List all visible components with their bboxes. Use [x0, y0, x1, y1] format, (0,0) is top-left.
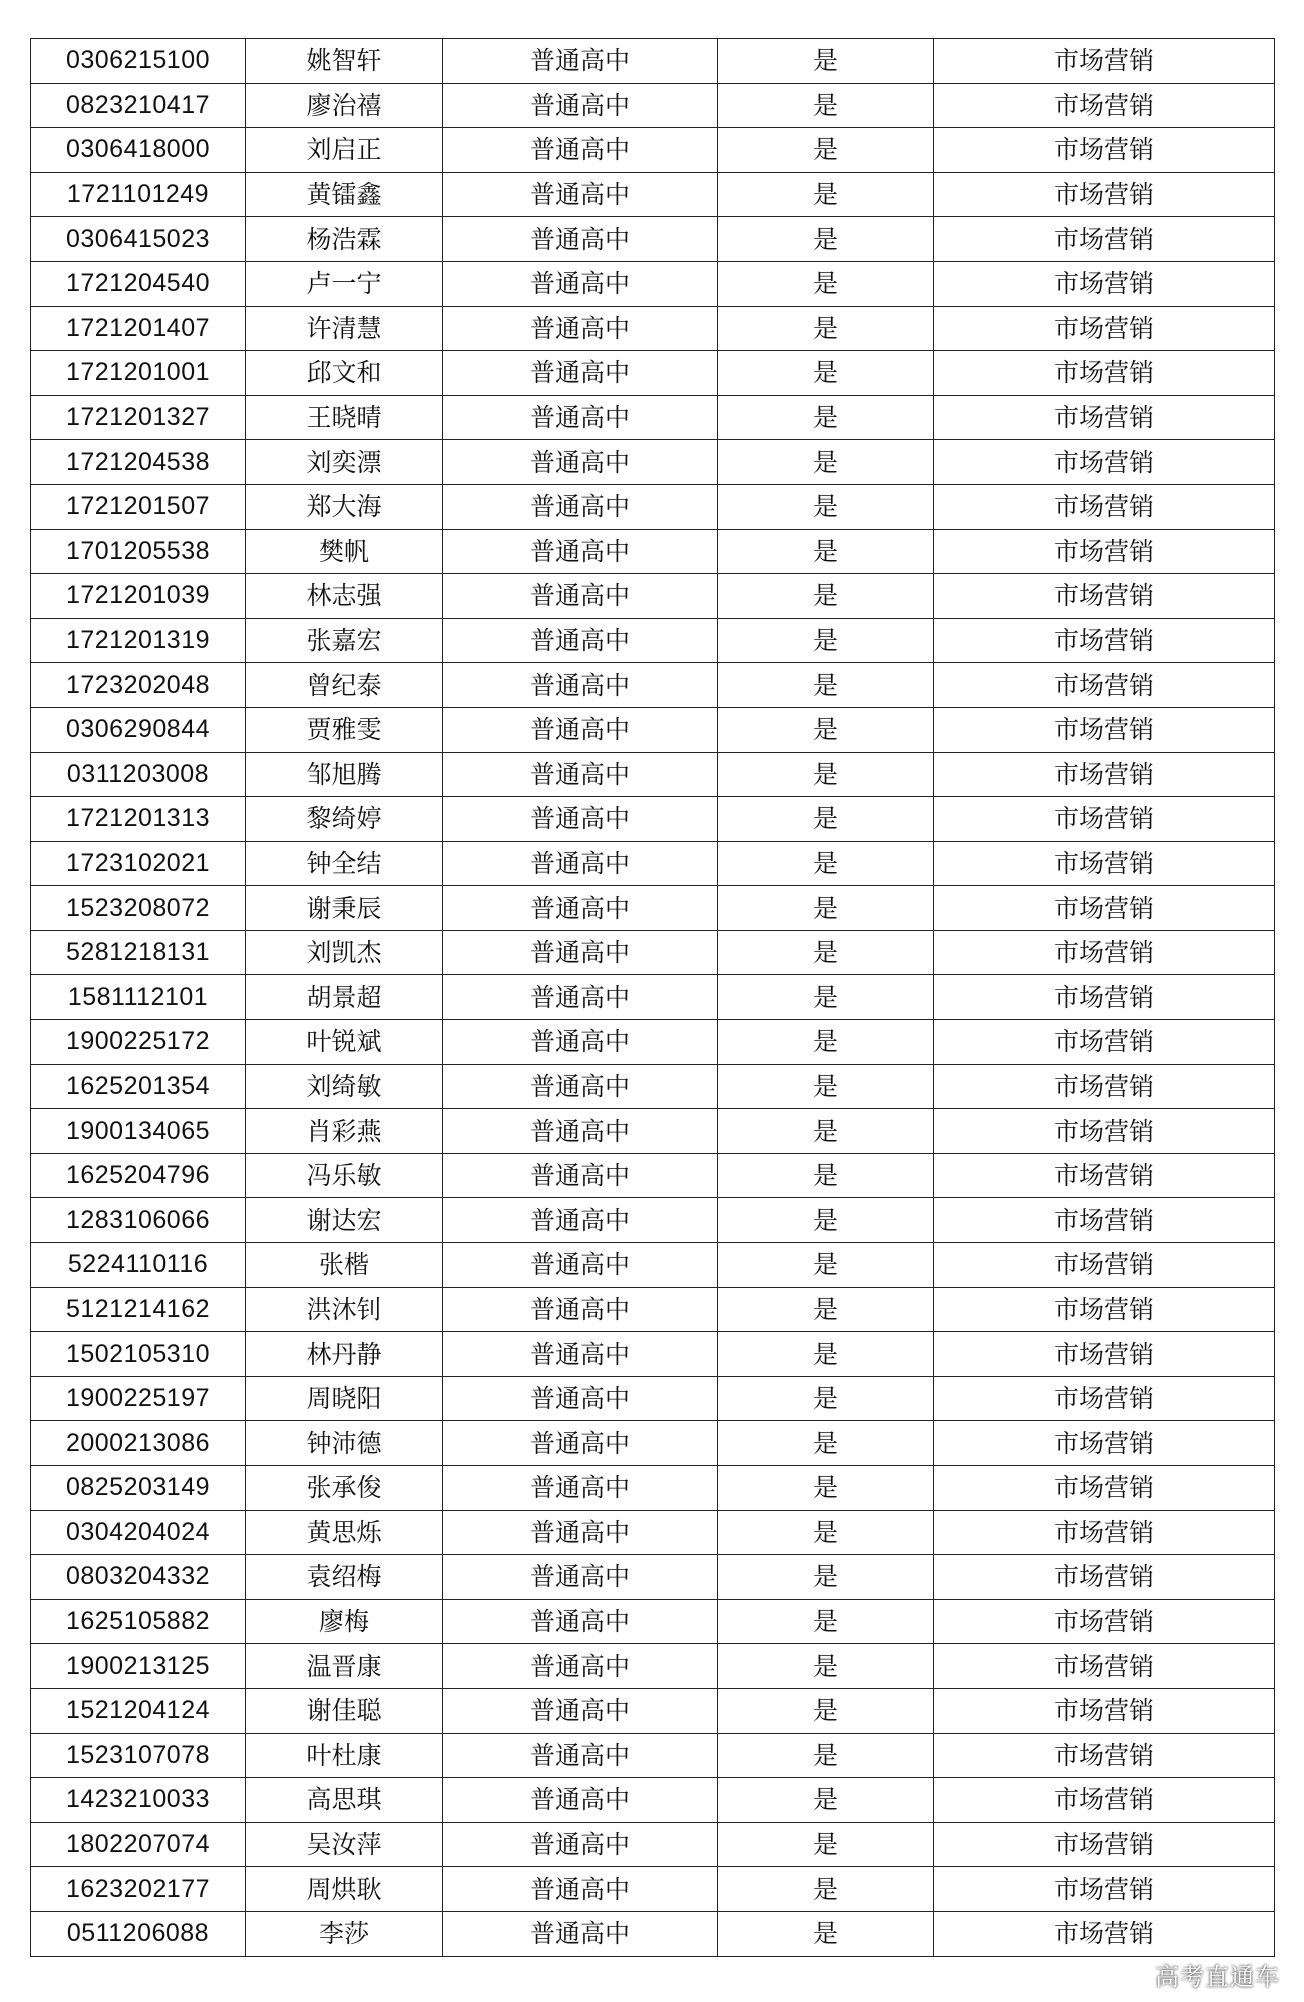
table-row [31, 1332, 1275, 1377]
student-name-cell: 廖梅 [246, 1599, 443, 1644]
eligibility-cell: 是 [718, 39, 934, 84]
school-type-cell: 普通高中 [443, 1198, 718, 1243]
eligibility-cell: 是 [718, 1153, 934, 1198]
major-cell: 市场营销 [934, 1778, 1275, 1823]
eligibility-cell: 是 [718, 1822, 934, 1867]
student-name-cell: 张楷 [246, 1243, 443, 1288]
school-type-cell: 普通高中 [443, 1688, 718, 1733]
major-cell: 市场营销 [934, 1644, 1275, 1689]
student-name-cell: 曾纪泰 [246, 663, 443, 708]
major-cell: 市场营销 [934, 1421, 1275, 1466]
table-row [31, 1466, 1275, 1511]
eligibility-cell: 是 [718, 529, 934, 574]
school-type-cell: 普通高中 [443, 1599, 718, 1644]
student-name-cell: 许清慧 [246, 306, 443, 351]
student-id-cell: 0304204024 [31, 1510, 246, 1555]
student-name-cell: 温晋康 [246, 1644, 443, 1689]
table-row [31, 707, 1275, 752]
school-type-cell: 普通高中 [443, 752, 718, 797]
school-type-cell: 普通高中 [443, 351, 718, 396]
school-type-cell: 普通高中 [443, 707, 718, 752]
eligibility-cell: 是 [718, 841, 934, 886]
eligibility-cell: 是 [718, 395, 934, 440]
school-type-cell: 普通高中 [443, 1243, 718, 1288]
student-id-cell: 1721201039 [31, 574, 246, 619]
major-cell: 市场营销 [934, 1510, 1275, 1555]
student-name-cell: 刘凯杰 [246, 930, 443, 975]
student-name-cell: 杨浩霖 [246, 217, 443, 262]
eligibility-cell: 是 [718, 1020, 934, 1065]
table-row [31, 1064, 1275, 1109]
major-cell: 市场营销 [934, 440, 1275, 485]
eligibility-cell: 是 [718, 1243, 934, 1288]
school-type-cell: 普通高中 [443, 1287, 718, 1332]
student-id-cell: 1721201001 [31, 351, 246, 396]
student-id-cell: 1721101249 [31, 172, 246, 217]
student-name-cell: 姚智轩 [246, 39, 443, 84]
school-type-cell: 普通高中 [443, 83, 718, 128]
roster-body [31, 39, 1275, 1957]
eligibility-cell: 是 [718, 1867, 934, 1912]
eligibility-cell: 是 [718, 574, 934, 619]
school-type-cell: 普通高中 [443, 1376, 718, 1421]
watermark-text: 高考直通车 [1155, 1963, 1280, 1991]
student-id-cell: 1625201354 [31, 1064, 246, 1109]
major-cell: 市场营销 [934, 1332, 1275, 1377]
school-type-cell: 普通高中 [443, 128, 718, 173]
major-cell: 市场营销 [934, 351, 1275, 396]
student-name-cell: 谢达宏 [246, 1198, 443, 1243]
major-cell: 市场营销 [934, 1733, 1275, 1778]
student-id-cell: 1900225197 [31, 1376, 246, 1421]
student-id-cell: 1523107078 [31, 1733, 246, 1778]
table-row [31, 484, 1275, 529]
major-cell: 市场营销 [934, 1109, 1275, 1154]
table-row [31, 529, 1275, 574]
student-id-cell: 5121214162 [31, 1287, 246, 1332]
student-id-cell: 5224110116 [31, 1243, 246, 1288]
student-id-cell: 1521204124 [31, 1688, 246, 1733]
eligibility-cell: 是 [718, 886, 934, 931]
table-row [31, 440, 1275, 485]
school-type-cell: 普通高中 [443, 440, 718, 485]
table-row [31, 1153, 1275, 1198]
student-name-cell: 肖彩燕 [246, 1109, 443, 1154]
student-name-cell: 卢一宁 [246, 261, 443, 306]
student-id-cell: 1723102021 [31, 841, 246, 886]
eligibility-cell: 是 [718, 484, 934, 529]
eligibility-cell: 是 [718, 217, 934, 262]
eligibility-cell: 是 [718, 1287, 934, 1332]
student-name-cell: 刘绮敏 [246, 1064, 443, 1109]
student-id-cell: 1523208072 [31, 886, 246, 931]
student-id-cell: 1721201507 [31, 484, 246, 529]
student-id-cell: 0803204332 [31, 1555, 246, 1600]
student-name-cell: 高思琪 [246, 1778, 443, 1823]
eligibility-cell: 是 [718, 1733, 934, 1778]
table-row [31, 1109, 1275, 1154]
table-row [31, 1555, 1275, 1600]
major-cell: 市场营销 [934, 975, 1275, 1020]
student-name-cell: 刘启正 [246, 128, 443, 173]
student-id-cell: 0306418000 [31, 128, 246, 173]
student-id-cell: 1721201407 [31, 306, 246, 351]
school-type-cell: 普通高中 [443, 975, 718, 1020]
school-type-cell: 普通高中 [443, 306, 718, 351]
student-name-cell: 钟全结 [246, 841, 443, 886]
student-name-cell: 吴汝萍 [246, 1822, 443, 1867]
school-type-cell: 普通高中 [443, 841, 718, 886]
student-id-cell: 0511206088 [31, 1911, 246, 1956]
major-cell: 市场营销 [934, 306, 1275, 351]
school-type-cell: 普通高中 [443, 618, 718, 663]
eligibility-cell: 是 [718, 1064, 934, 1109]
student-name-cell: 谢秉辰 [246, 886, 443, 931]
major-cell: 市场营销 [934, 1466, 1275, 1511]
school-type-cell: 普通高中 [443, 1867, 718, 1912]
eligibility-cell: 是 [718, 1778, 934, 1823]
school-type-cell: 普通高中 [443, 261, 718, 306]
student-id-cell: 0306290844 [31, 707, 246, 752]
eligibility-cell: 是 [718, 618, 934, 663]
major-cell: 市场营销 [934, 1153, 1275, 1198]
school-type-cell: 普通高中 [443, 1332, 718, 1377]
student-name-cell: 张承俊 [246, 1466, 443, 1511]
eligibility-cell: 是 [718, 752, 934, 797]
table-row [31, 752, 1275, 797]
table-row [31, 1599, 1275, 1644]
table-row [31, 1020, 1275, 1065]
student-name-cell: 黎绮婷 [246, 797, 443, 842]
student-name-cell: 胡景超 [246, 975, 443, 1020]
eligibility-cell: 是 [718, 1198, 934, 1243]
major-cell: 市场营销 [934, 172, 1275, 217]
student-name-cell: 李莎 [246, 1911, 443, 1956]
eligibility-cell: 是 [718, 261, 934, 306]
student-id-cell: 1721201327 [31, 395, 246, 440]
student-id-cell: 1900134065 [31, 1109, 246, 1154]
table-row [31, 841, 1275, 886]
student-id-cell: 1581112101 [31, 975, 246, 1020]
major-cell: 市场营销 [934, 1911, 1275, 1956]
school-type-cell: 普通高中 [443, 930, 718, 975]
student-id-cell: 1283106066 [31, 1198, 246, 1243]
table-row [31, 1733, 1275, 1778]
student-id-cell: 0306415023 [31, 217, 246, 262]
table-row [31, 1287, 1275, 1332]
student-id-cell: 1723202048 [31, 663, 246, 708]
student-name-cell: 林丹静 [246, 1332, 443, 1377]
eligibility-cell: 是 [718, 1421, 934, 1466]
table-row [31, 618, 1275, 663]
eligibility-cell: 是 [718, 975, 934, 1020]
major-cell: 市场营销 [934, 1020, 1275, 1065]
eligibility-cell: 是 [718, 351, 934, 396]
school-type-cell: 普通高中 [443, 1644, 718, 1689]
student-id-cell: 1721204538 [31, 440, 246, 485]
student-id-cell: 1701205538 [31, 529, 246, 574]
major-cell: 市场营销 [934, 574, 1275, 619]
table-row [31, 306, 1275, 351]
major-cell: 市场营销 [934, 1376, 1275, 1421]
eligibility-cell: 是 [718, 83, 934, 128]
table-row [31, 128, 1275, 173]
student-name-cell: 袁绍梅 [246, 1555, 443, 1600]
eligibility-cell: 是 [718, 1599, 934, 1644]
school-type-cell: 普通高中 [443, 1064, 718, 1109]
school-type-cell: 普通高中 [443, 1153, 718, 1198]
school-type-cell: 普通高中 [443, 797, 718, 842]
table-row [31, 351, 1275, 396]
student-name-cell: 张嘉宏 [246, 618, 443, 663]
table-row [31, 172, 1275, 217]
table-row [31, 930, 1275, 975]
table-row [31, 217, 1275, 262]
table-row [31, 261, 1275, 306]
school-type-cell: 普通高中 [443, 886, 718, 931]
eligibility-cell: 是 [718, 663, 934, 708]
student-name-cell: 洪沐钊 [246, 1287, 443, 1332]
student-name-cell: 王晓晴 [246, 395, 443, 440]
school-type-cell: 普通高中 [443, 529, 718, 574]
school-type-cell: 普通高中 [443, 1020, 718, 1065]
eligibility-cell: 是 [718, 306, 934, 351]
student-name-cell: 周晓阳 [246, 1376, 443, 1421]
eligibility-cell: 是 [718, 930, 934, 975]
eligibility-cell: 是 [718, 172, 934, 217]
table-row [31, 663, 1275, 708]
school-type-cell: 普通高中 [443, 172, 718, 217]
table-row [31, 1243, 1275, 1288]
school-type-cell: 普通高中 [443, 574, 718, 619]
major-cell: 市场营销 [934, 1287, 1275, 1332]
eligibility-cell: 是 [718, 1332, 934, 1377]
student-id-cell: 1900225172 [31, 1020, 246, 1065]
school-type-cell: 普通高中 [443, 1421, 718, 1466]
student-id-cell: 1900213125 [31, 1644, 246, 1689]
student-id-cell: 1623202177 [31, 1867, 246, 1912]
student-name-cell: 黄镭鑫 [246, 172, 443, 217]
school-type-cell: 普通高中 [443, 1510, 718, 1555]
major-cell: 市场营销 [934, 1599, 1275, 1644]
table-row [31, 886, 1275, 931]
table-row [31, 1778, 1275, 1823]
major-cell: 市场营销 [934, 83, 1275, 128]
eligibility-cell: 是 [718, 707, 934, 752]
major-cell: 市场营销 [934, 886, 1275, 931]
school-type-cell: 普通高中 [443, 1109, 718, 1154]
table-row [31, 975, 1275, 1020]
major-cell: 市场营销 [934, 39, 1275, 84]
school-type-cell: 普通高中 [443, 484, 718, 529]
student-name-cell: 冯乐敏 [246, 1153, 443, 1198]
school-type-cell: 普通高中 [443, 1733, 718, 1778]
eligibility-cell: 是 [718, 128, 934, 173]
school-type-cell: 普通高中 [443, 1911, 718, 1956]
table-row [31, 1376, 1275, 1421]
student-name-cell: 叶杜康 [246, 1733, 443, 1778]
table-row [31, 1510, 1275, 1555]
student-id-cell: 1802207074 [31, 1822, 246, 1867]
student-name-cell: 贾雅雯 [246, 707, 443, 752]
student-id-cell: 0825203149 [31, 1466, 246, 1511]
student-id-cell: 2000213086 [31, 1421, 246, 1466]
student-id-cell: 1721204540 [31, 261, 246, 306]
major-cell: 市场营销 [934, 395, 1275, 440]
student-name-cell: 谢佳聪 [246, 1688, 443, 1733]
eligibility-cell: 是 [718, 1644, 934, 1689]
eligibility-cell: 是 [718, 1510, 934, 1555]
table-row [31, 797, 1275, 842]
student-id-cell: 1721201313 [31, 797, 246, 842]
table-row [31, 1911, 1275, 1956]
table-row [31, 39, 1275, 84]
student-name-cell: 刘奕漂 [246, 440, 443, 485]
major-cell: 市场营销 [934, 1555, 1275, 1600]
student-name-cell: 黄思烁 [246, 1510, 443, 1555]
school-type-cell: 普通高中 [443, 1822, 718, 1867]
school-type-cell: 普通高中 [443, 1778, 718, 1823]
table-row [31, 1421, 1275, 1466]
major-cell: 市场营销 [934, 484, 1275, 529]
school-type-cell: 普通高中 [443, 1466, 718, 1511]
student-id-cell: 1625204796 [31, 1153, 246, 1198]
student-name-cell: 周烘耿 [246, 1867, 443, 1912]
student-name-cell: 邱文和 [246, 351, 443, 396]
student-id-cell: 1502105310 [31, 1332, 246, 1377]
major-cell: 市场营销 [934, 752, 1275, 797]
student-name-cell: 廖治禧 [246, 83, 443, 128]
admission-roster-table [30, 38, 1275, 1957]
major-cell: 市场营销 [934, 930, 1275, 975]
major-cell: 市场营销 [934, 797, 1275, 842]
table-row [31, 83, 1275, 128]
eligibility-cell: 是 [718, 1911, 934, 1956]
eligibility-cell: 是 [718, 1466, 934, 1511]
student-id-cell: 5281218131 [31, 930, 246, 975]
student-name-cell: 叶锐斌 [246, 1020, 443, 1065]
student-id-cell: 1423210033 [31, 1778, 246, 1823]
major-cell: 市场营销 [934, 1688, 1275, 1733]
school-type-cell: 普通高中 [443, 217, 718, 262]
student-name-cell: 邹旭腾 [246, 752, 443, 797]
student-name-cell: 钟沛德 [246, 1421, 443, 1466]
student-name-cell: 樊帆 [246, 529, 443, 574]
major-cell: 市场营销 [934, 529, 1275, 574]
major-cell: 市场营销 [934, 1867, 1275, 1912]
table-row [31, 1688, 1275, 1733]
student-name-cell: 林志强 [246, 574, 443, 619]
student-id-cell: 1625105882 [31, 1599, 246, 1644]
eligibility-cell: 是 [718, 440, 934, 485]
eligibility-cell: 是 [718, 797, 934, 842]
table-row [31, 1644, 1275, 1689]
table-row [31, 574, 1275, 619]
major-cell: 市场营销 [934, 618, 1275, 663]
table-row [31, 1867, 1275, 1912]
major-cell: 市场营销 [934, 707, 1275, 752]
major-cell: 市场营销 [934, 841, 1275, 886]
table-row [31, 1822, 1275, 1867]
table-row [31, 395, 1275, 440]
school-type-cell: 普通高中 [443, 395, 718, 440]
major-cell: 市场营销 [934, 261, 1275, 306]
student-id-cell: 1721201319 [31, 618, 246, 663]
major-cell: 市场营销 [934, 217, 1275, 262]
student-id-cell: 0306215100 [31, 39, 246, 84]
major-cell: 市场营销 [934, 1064, 1275, 1109]
table-row [31, 1198, 1275, 1243]
eligibility-cell: 是 [718, 1376, 934, 1421]
major-cell: 市场营销 [934, 1822, 1275, 1867]
major-cell: 市场营销 [934, 1243, 1275, 1288]
student-name-cell: 郑大海 [246, 484, 443, 529]
eligibility-cell: 是 [718, 1688, 934, 1733]
school-type-cell: 普通高中 [443, 39, 718, 84]
major-cell: 市场营销 [934, 1198, 1275, 1243]
school-type-cell: 普通高中 [443, 1555, 718, 1600]
eligibility-cell: 是 [718, 1109, 934, 1154]
major-cell: 市场营销 [934, 128, 1275, 173]
major-cell: 市场营销 [934, 663, 1275, 708]
student-id-cell: 0823210417 [31, 83, 246, 128]
school-type-cell: 普通高中 [443, 663, 718, 708]
eligibility-cell: 是 [718, 1555, 934, 1600]
student-id-cell: 0311203008 [31, 752, 246, 797]
